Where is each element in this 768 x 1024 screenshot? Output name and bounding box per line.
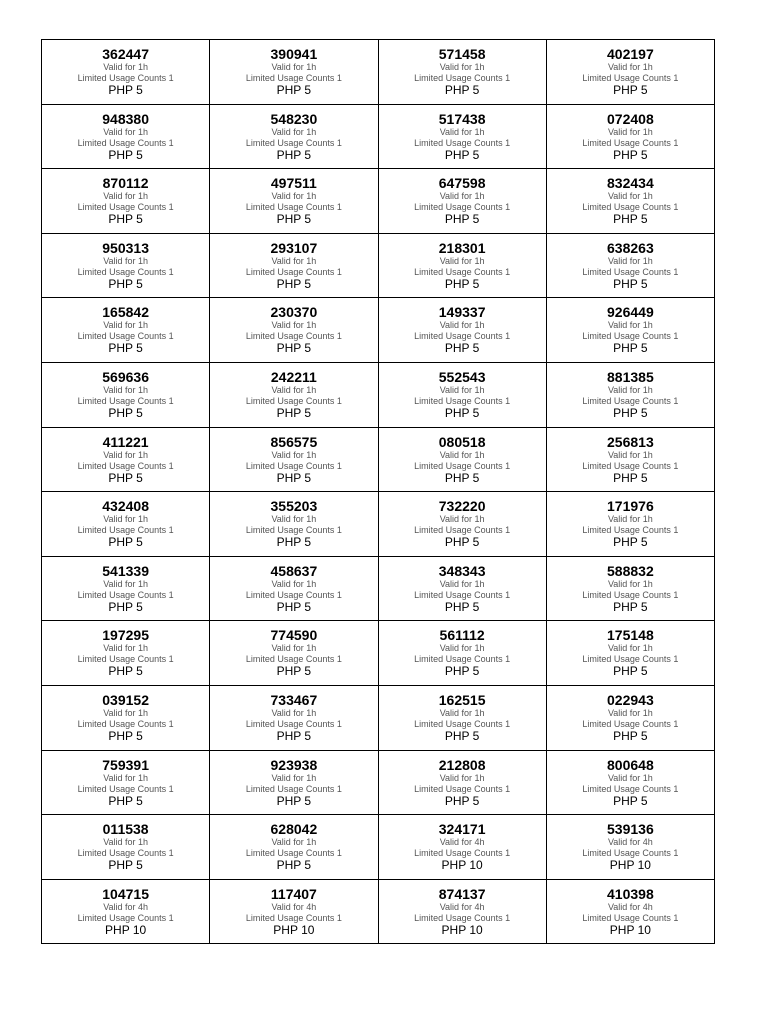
voucher-code: 171976 (607, 498, 654, 515)
voucher-validity: Valid for 1h (439, 320, 485, 331)
voucher-code: 517438 (438, 110, 486, 127)
voucher-price: PHP 5 (613, 470, 648, 485)
voucher-price: PHP 5 (276, 212, 312, 227)
voucher-validity: Valid for 4h (439, 901, 485, 912)
voucher-code: 948380 (102, 110, 149, 127)
voucher-card (42, 880, 210, 945)
voucher-card (210, 428, 378, 493)
voucher-card (547, 40, 715, 105)
voucher-validity: Valid for 1h (271, 320, 317, 331)
voucher-usage-limit: Limited Usage Counts 1 (582, 266, 679, 277)
voucher-usage-limit: Limited Usage Counts 1 (582, 395, 679, 406)
voucher-usage-limit: Limited Usage Counts 1 (414, 266, 511, 277)
voucher-card (379, 492, 547, 557)
voucher-validity: Valid for 1h (271, 255, 317, 266)
voucher-card (210, 686, 378, 751)
voucher-price: PHP 10 (273, 922, 315, 937)
voucher-code: 256813 (607, 433, 654, 450)
voucher-price: PHP 5 (444, 83, 480, 97)
voucher-usage-limit: Limited Usage Counts 1 (582, 73, 679, 83)
voucher-code: 541339 (102, 562, 149, 579)
voucher-usage-limit: Limited Usage Counts 1 (582, 460, 679, 471)
voucher-validity: Valid for 4h (271, 901, 317, 912)
voucher-price: PHP 5 (276, 276, 312, 291)
voucher-card (547, 234, 715, 299)
voucher-usage-limit: Limited Usage Counts 1 (245, 266, 342, 277)
voucher-code: 212808 (438, 756, 486, 773)
voucher-card (42, 751, 210, 816)
voucher-code: 926449 (607, 304, 654, 321)
voucher-usage-limit: Limited Usage Counts 1 (77, 73, 174, 83)
voucher-usage-limit: Limited Usage Counts 1 (414, 460, 511, 471)
voucher-code: 230370 (270, 304, 318, 321)
voucher-validity: Valid for 4h (439, 837, 485, 848)
voucher-validity: Valid for 1h (439, 384, 485, 395)
voucher-validity: Valid for 1h (607, 384, 653, 395)
voucher-price: PHP 5 (444, 664, 480, 679)
voucher-validity: Valid for 1h (607, 255, 653, 266)
voucher-price: PHP 5 (613, 535, 648, 550)
voucher-usage-limit: Limited Usage Counts 1 (414, 718, 511, 729)
voucher-validity: Valid for 1h (607, 449, 653, 460)
voucher-code: 923938 (270, 756, 318, 773)
voucher-price: PHP 10 (441, 858, 483, 873)
voucher-usage-limit: Limited Usage Counts 1 (414, 395, 511, 406)
voucher-card (547, 815, 715, 880)
voucher-usage-limit: Limited Usage Counts 1 (582, 783, 679, 794)
voucher-card (547, 751, 715, 816)
voucher-validity: Valid for 1h (439, 191, 485, 202)
voucher-usage-limit: Limited Usage Counts 1 (77, 137, 174, 148)
voucher-price: PHP 5 (613, 147, 648, 162)
voucher-price: PHP 5 (444, 470, 480, 485)
voucher-price: PHP 5 (108, 341, 143, 356)
voucher-price: PHP 5 (276, 664, 312, 679)
voucher-usage-limit: Limited Usage Counts 1 (414, 783, 511, 794)
voucher-card (210, 815, 378, 880)
voucher-card (42, 298, 210, 363)
voucher-usage-limit: Limited Usage Counts 1 (414, 848, 511, 859)
voucher-card (210, 40, 378, 105)
voucher-card (42, 234, 210, 299)
voucher-price: PHP 5 (613, 793, 648, 808)
voucher-validity: Valid for 1h (271, 191, 317, 202)
voucher-usage-limit: Limited Usage Counts 1 (414, 202, 511, 213)
voucher-price: PHP 5 (276, 858, 312, 873)
voucher-code: 571458 (438, 46, 486, 62)
voucher-validity: Valid for 1h (103, 514, 149, 525)
voucher-usage-limit: Limited Usage Counts 1 (582, 848, 679, 859)
voucher-code: 874137 (438, 885, 486, 902)
voucher-usage-limit: Limited Usage Counts 1 (77, 525, 174, 536)
voucher-code: 293107 (270, 239, 318, 256)
voucher-price: PHP 5 (276, 535, 312, 550)
voucher-card (210, 492, 378, 557)
voucher-usage-limit: Limited Usage Counts 1 (77, 460, 174, 471)
voucher-code: 561112 (439, 627, 485, 644)
voucher-code: 162515 (438, 691, 486, 708)
voucher-code: 149337 (438, 304, 486, 321)
voucher-validity: Valid for 1h (271, 126, 317, 137)
voucher-card (42, 686, 210, 751)
voucher-validity: Valid for 1h (607, 62, 653, 72)
voucher-validity: Valid for 1h (103, 62, 149, 72)
voucher-code: 165842 (102, 304, 149, 321)
voucher-price: PHP 5 (276, 470, 312, 485)
voucher-price: PHP 5 (613, 405, 648, 420)
voucher-card (547, 686, 715, 751)
voucher-card (547, 492, 715, 557)
voucher-usage-limit: Limited Usage Counts 1 (245, 395, 342, 406)
voucher-validity: Valid for 1h (439, 643, 485, 654)
voucher-validity: Valid for 1h (607, 191, 653, 202)
voucher-usage-limit: Limited Usage Counts 1 (245, 73, 342, 83)
voucher-code: 539136 (607, 821, 654, 838)
voucher-usage-limit: Limited Usage Counts 1 (245, 589, 342, 600)
voucher-card (547, 557, 715, 622)
voucher-card (379, 557, 547, 622)
voucher-code: 218301 (438, 239, 486, 256)
voucher-price: PHP 5 (108, 212, 143, 227)
voucher-usage-limit: Limited Usage Counts 1 (245, 525, 342, 536)
voucher-validity: Valid for 1h (103, 837, 149, 848)
voucher-card (42, 621, 210, 686)
voucher-price: PHP 5 (108, 83, 143, 97)
voucher-usage-limit: Limited Usage Counts 1 (582, 912, 679, 923)
voucher-validity: Valid for 1h (607, 126, 653, 137)
voucher-price: PHP 5 (444, 276, 480, 291)
voucher-code: 104715 (102, 885, 149, 902)
voucher-usage-limit: Limited Usage Counts 1 (245, 848, 342, 859)
voucher-code: 759391 (102, 756, 149, 773)
voucher-price: PHP 5 (444, 341, 480, 356)
voucher-usage-limit: Limited Usage Counts 1 (582, 202, 679, 213)
voucher-price: PHP 5 (444, 147, 480, 162)
voucher-price: PHP 5 (108, 664, 143, 679)
voucher-validity: Valid for 1h (439, 449, 485, 460)
voucher-card (379, 169, 547, 234)
voucher-code: 117407 (270, 885, 317, 902)
voucher-card (379, 428, 547, 493)
voucher-usage-limit: Limited Usage Counts 1 (245, 460, 342, 471)
voucher-validity: Valid for 4h (103, 901, 149, 912)
voucher-card (379, 815, 547, 880)
voucher-code: 011538 (102, 821, 149, 838)
voucher-price: PHP 5 (276, 147, 312, 162)
voucher-card (210, 169, 378, 234)
voucher-card (379, 621, 547, 686)
voucher-validity: Valid for 1h (103, 772, 149, 783)
voucher-price: PHP 5 (108, 276, 143, 291)
voucher-usage-limit: Limited Usage Counts 1 (77, 331, 174, 342)
voucher-validity: Valid for 1h (103, 449, 149, 460)
voucher-price: PHP 5 (444, 793, 480, 808)
voucher-price: PHP 5 (613, 728, 648, 743)
voucher-code: 411221 (102, 433, 149, 450)
voucher-card (379, 880, 547, 945)
voucher-usage-limit: Limited Usage Counts 1 (77, 848, 174, 859)
voucher-card (379, 751, 547, 816)
voucher-code: 022943 (607, 691, 654, 708)
voucher-price: PHP 5 (276, 728, 312, 743)
voucher-usage-limit: Limited Usage Counts 1 (582, 589, 679, 600)
voucher-usage-limit: Limited Usage Counts 1 (77, 395, 174, 406)
voucher-price: PHP 5 (444, 599, 480, 614)
voucher-validity: Valid for 1h (439, 255, 485, 266)
voucher-usage-limit: Limited Usage Counts 1 (77, 654, 174, 665)
voucher-price: PHP 5 (444, 535, 480, 550)
voucher-usage-limit: Limited Usage Counts 1 (245, 718, 342, 729)
voucher-usage-limit: Limited Usage Counts 1 (582, 654, 679, 665)
voucher-validity: Valid for 1h (271, 62, 317, 72)
voucher-validity: Valid for 1h (439, 707, 485, 718)
voucher-price: PHP 5 (276, 83, 312, 97)
voucher-card (42, 363, 210, 428)
voucher-usage-limit: Limited Usage Counts 1 (77, 783, 174, 794)
voucher-sheet (41, 39, 715, 944)
voucher-usage-limit: Limited Usage Counts 1 (77, 202, 174, 213)
voucher-card (379, 234, 547, 299)
voucher-price: PHP 5 (108, 535, 143, 550)
voucher-card (210, 557, 378, 622)
voucher-validity: Valid for 1h (271, 449, 317, 460)
voucher-card (210, 621, 378, 686)
voucher-code: 432408 (102, 498, 149, 515)
voucher-validity: Valid for 1h (607, 514, 653, 525)
voucher-validity: Valid for 1h (271, 384, 317, 395)
voucher-usage-limit: Limited Usage Counts 1 (414, 912, 511, 923)
voucher-price: PHP 10 (609, 858, 651, 873)
voucher-card (42, 557, 210, 622)
voucher-validity: Valid for 1h (103, 643, 149, 654)
voucher-code: 458637 (270, 562, 318, 579)
voucher-price: PHP 5 (613, 341, 648, 356)
voucher-code: 856575 (270, 433, 318, 450)
voucher-card (547, 169, 715, 234)
voucher-card (210, 105, 378, 170)
voucher-usage-limit: Limited Usage Counts 1 (245, 137, 342, 148)
voucher-validity: Valid for 1h (271, 772, 317, 783)
voucher-validity: Valid for 1h (607, 320, 653, 331)
voucher-card (42, 815, 210, 880)
voucher-validity: Valid for 1h (607, 772, 653, 783)
voucher-usage-limit: Limited Usage Counts 1 (582, 525, 679, 536)
voucher-usage-limit: Limited Usage Counts 1 (414, 525, 511, 536)
voucher-validity: Valid for 1h (271, 643, 317, 654)
voucher-price: PHP 5 (613, 276, 648, 291)
voucher-code: 733467 (270, 691, 318, 708)
voucher-usage-limit: Limited Usage Counts 1 (245, 202, 342, 213)
voucher-code: 774590 (270, 627, 318, 644)
voucher-price: PHP 5 (276, 599, 312, 614)
voucher-card (42, 428, 210, 493)
voucher-price: PHP 10 (441, 922, 483, 937)
voucher-usage-limit: Limited Usage Counts 1 (582, 331, 679, 342)
voucher-validity: Valid for 1h (607, 643, 653, 654)
voucher-validity: Valid for 1h (607, 707, 653, 718)
voucher-usage-limit: Limited Usage Counts 1 (77, 266, 174, 277)
voucher-code: 362447 (102, 46, 149, 62)
voucher-price: PHP 10 (609, 922, 651, 937)
voucher-card (547, 621, 715, 686)
voucher-price: PHP 5 (108, 793, 143, 808)
voucher-validity: Valid for 1h (103, 578, 149, 589)
voucher-code: 348343 (438, 562, 486, 579)
voucher-card (547, 363, 715, 428)
voucher-validity: Valid for 1h (103, 191, 149, 202)
voucher-code: 569636 (102, 368, 149, 385)
voucher-price: PHP 10 (105, 922, 147, 937)
voucher-validity: Valid for 1h (103, 384, 149, 395)
voucher-card (547, 105, 715, 170)
voucher-code: 039152 (102, 691, 149, 708)
voucher-usage-limit: Limited Usage Counts 1 (414, 73, 511, 83)
voucher-validity: Valid for 1h (271, 578, 317, 589)
voucher-card (379, 363, 547, 428)
voucher-card (379, 686, 547, 751)
voucher-price: PHP 5 (108, 728, 143, 743)
voucher-price: PHP 5 (613, 664, 648, 679)
voucher-validity: Valid for 1h (103, 126, 149, 137)
voucher-validity: Valid for 1h (103, 707, 149, 718)
voucher-usage-limit: Limited Usage Counts 1 (414, 589, 511, 600)
voucher-usage-limit: Limited Usage Counts 1 (245, 912, 342, 923)
voucher-usage-limit: Limited Usage Counts 1 (77, 718, 174, 729)
voucher-validity: Valid for 1h (271, 514, 317, 525)
voucher-card (42, 105, 210, 170)
voucher-code: 390941 (270, 46, 318, 62)
voucher-code: 242211 (270, 368, 317, 385)
voucher-code: 548230 (270, 110, 318, 127)
voucher-card (210, 234, 378, 299)
voucher-code: 950313 (102, 239, 149, 256)
voucher-card (42, 169, 210, 234)
voucher-code: 324171 (438, 821, 486, 838)
voucher-validity: Valid for 1h (103, 320, 149, 331)
voucher-code: 072408 (607, 110, 654, 127)
voucher-validity: Valid for 1h (439, 514, 485, 525)
voucher-validity: Valid for 1h (607, 578, 653, 589)
voucher-usage-limit: Limited Usage Counts 1 (245, 331, 342, 342)
voucher-code: 197295 (102, 627, 149, 644)
voucher-price: PHP 5 (108, 599, 143, 614)
voucher-card (379, 105, 547, 170)
voucher-price: PHP 5 (444, 212, 480, 227)
voucher-card (210, 298, 378, 363)
voucher-code: 355203 (270, 498, 318, 515)
voucher-price: PHP 5 (444, 728, 480, 743)
voucher-usage-limit: Limited Usage Counts 1 (414, 331, 511, 342)
voucher-validity: Valid for 4h (607, 837, 653, 848)
voucher-price: PHP 5 (613, 212, 648, 227)
voucher-usage-limit: Limited Usage Counts 1 (77, 589, 174, 600)
voucher-code: 881385 (607, 368, 654, 385)
voucher-validity: Valid for 1h (439, 62, 485, 72)
voucher-code: 552543 (438, 368, 486, 385)
voucher-validity: Valid for 1h (271, 837, 317, 848)
voucher-code: 402197 (607, 46, 654, 62)
voucher-code: 870112 (102, 175, 149, 192)
voucher-code: 647598 (438, 175, 486, 192)
voucher-price: PHP 5 (444, 405, 480, 420)
voucher-code: 732220 (438, 498, 486, 515)
voucher-usage-limit: Limited Usage Counts 1 (414, 654, 511, 665)
voucher-usage-limit: Limited Usage Counts 1 (414, 137, 511, 148)
voucher-code: 800648 (607, 756, 654, 773)
voucher-price: PHP 5 (108, 405, 143, 420)
voucher-code: 410398 (607, 885, 654, 902)
voucher-card (379, 40, 547, 105)
voucher-price: PHP 5 (613, 83, 648, 97)
voucher-price: PHP 5 (276, 793, 312, 808)
voucher-validity: Valid for 1h (103, 255, 149, 266)
voucher-card (547, 428, 715, 493)
voucher-price: PHP 5 (613, 599, 648, 614)
voucher-price: PHP 5 (108, 858, 143, 873)
voucher-validity: Valid for 1h (271, 707, 317, 718)
voucher-validity: Valid for 4h (607, 901, 653, 912)
voucher-code: 638263 (607, 239, 654, 256)
voucher-code: 628042 (270, 821, 318, 838)
voucher-code: 588832 (607, 562, 654, 579)
voucher-validity: Valid for 1h (439, 772, 485, 783)
voucher-validity: Valid for 1h (439, 578, 485, 589)
voucher-validity: Valid for 1h (439, 126, 485, 137)
voucher-code: 175148 (607, 627, 654, 644)
voucher-price: PHP 5 (276, 405, 312, 420)
voucher-code: 497511 (270, 175, 317, 192)
voucher-usage-limit: Limited Usage Counts 1 (245, 654, 342, 665)
voucher-price: PHP 5 (276, 341, 312, 356)
voucher-price: PHP 5 (108, 147, 143, 162)
voucher-card (210, 751, 378, 816)
voucher-card (379, 298, 547, 363)
voucher-usage-limit: Limited Usage Counts 1 (77, 912, 174, 923)
voucher-card (42, 492, 210, 557)
voucher-card (547, 298, 715, 363)
voucher-usage-limit: Limited Usage Counts 1 (245, 783, 342, 794)
voucher-card (210, 880, 378, 945)
voucher-usage-limit: Limited Usage Counts 1 (582, 718, 679, 729)
voucher-card (210, 363, 378, 428)
voucher-code: 832434 (607, 175, 654, 192)
voucher-card (42, 40, 210, 105)
voucher-price: PHP 5 (108, 470, 143, 485)
voucher-card (547, 880, 715, 945)
voucher-usage-limit: Limited Usage Counts 1 (582, 137, 679, 148)
voucher-code: 080518 (438, 433, 486, 450)
